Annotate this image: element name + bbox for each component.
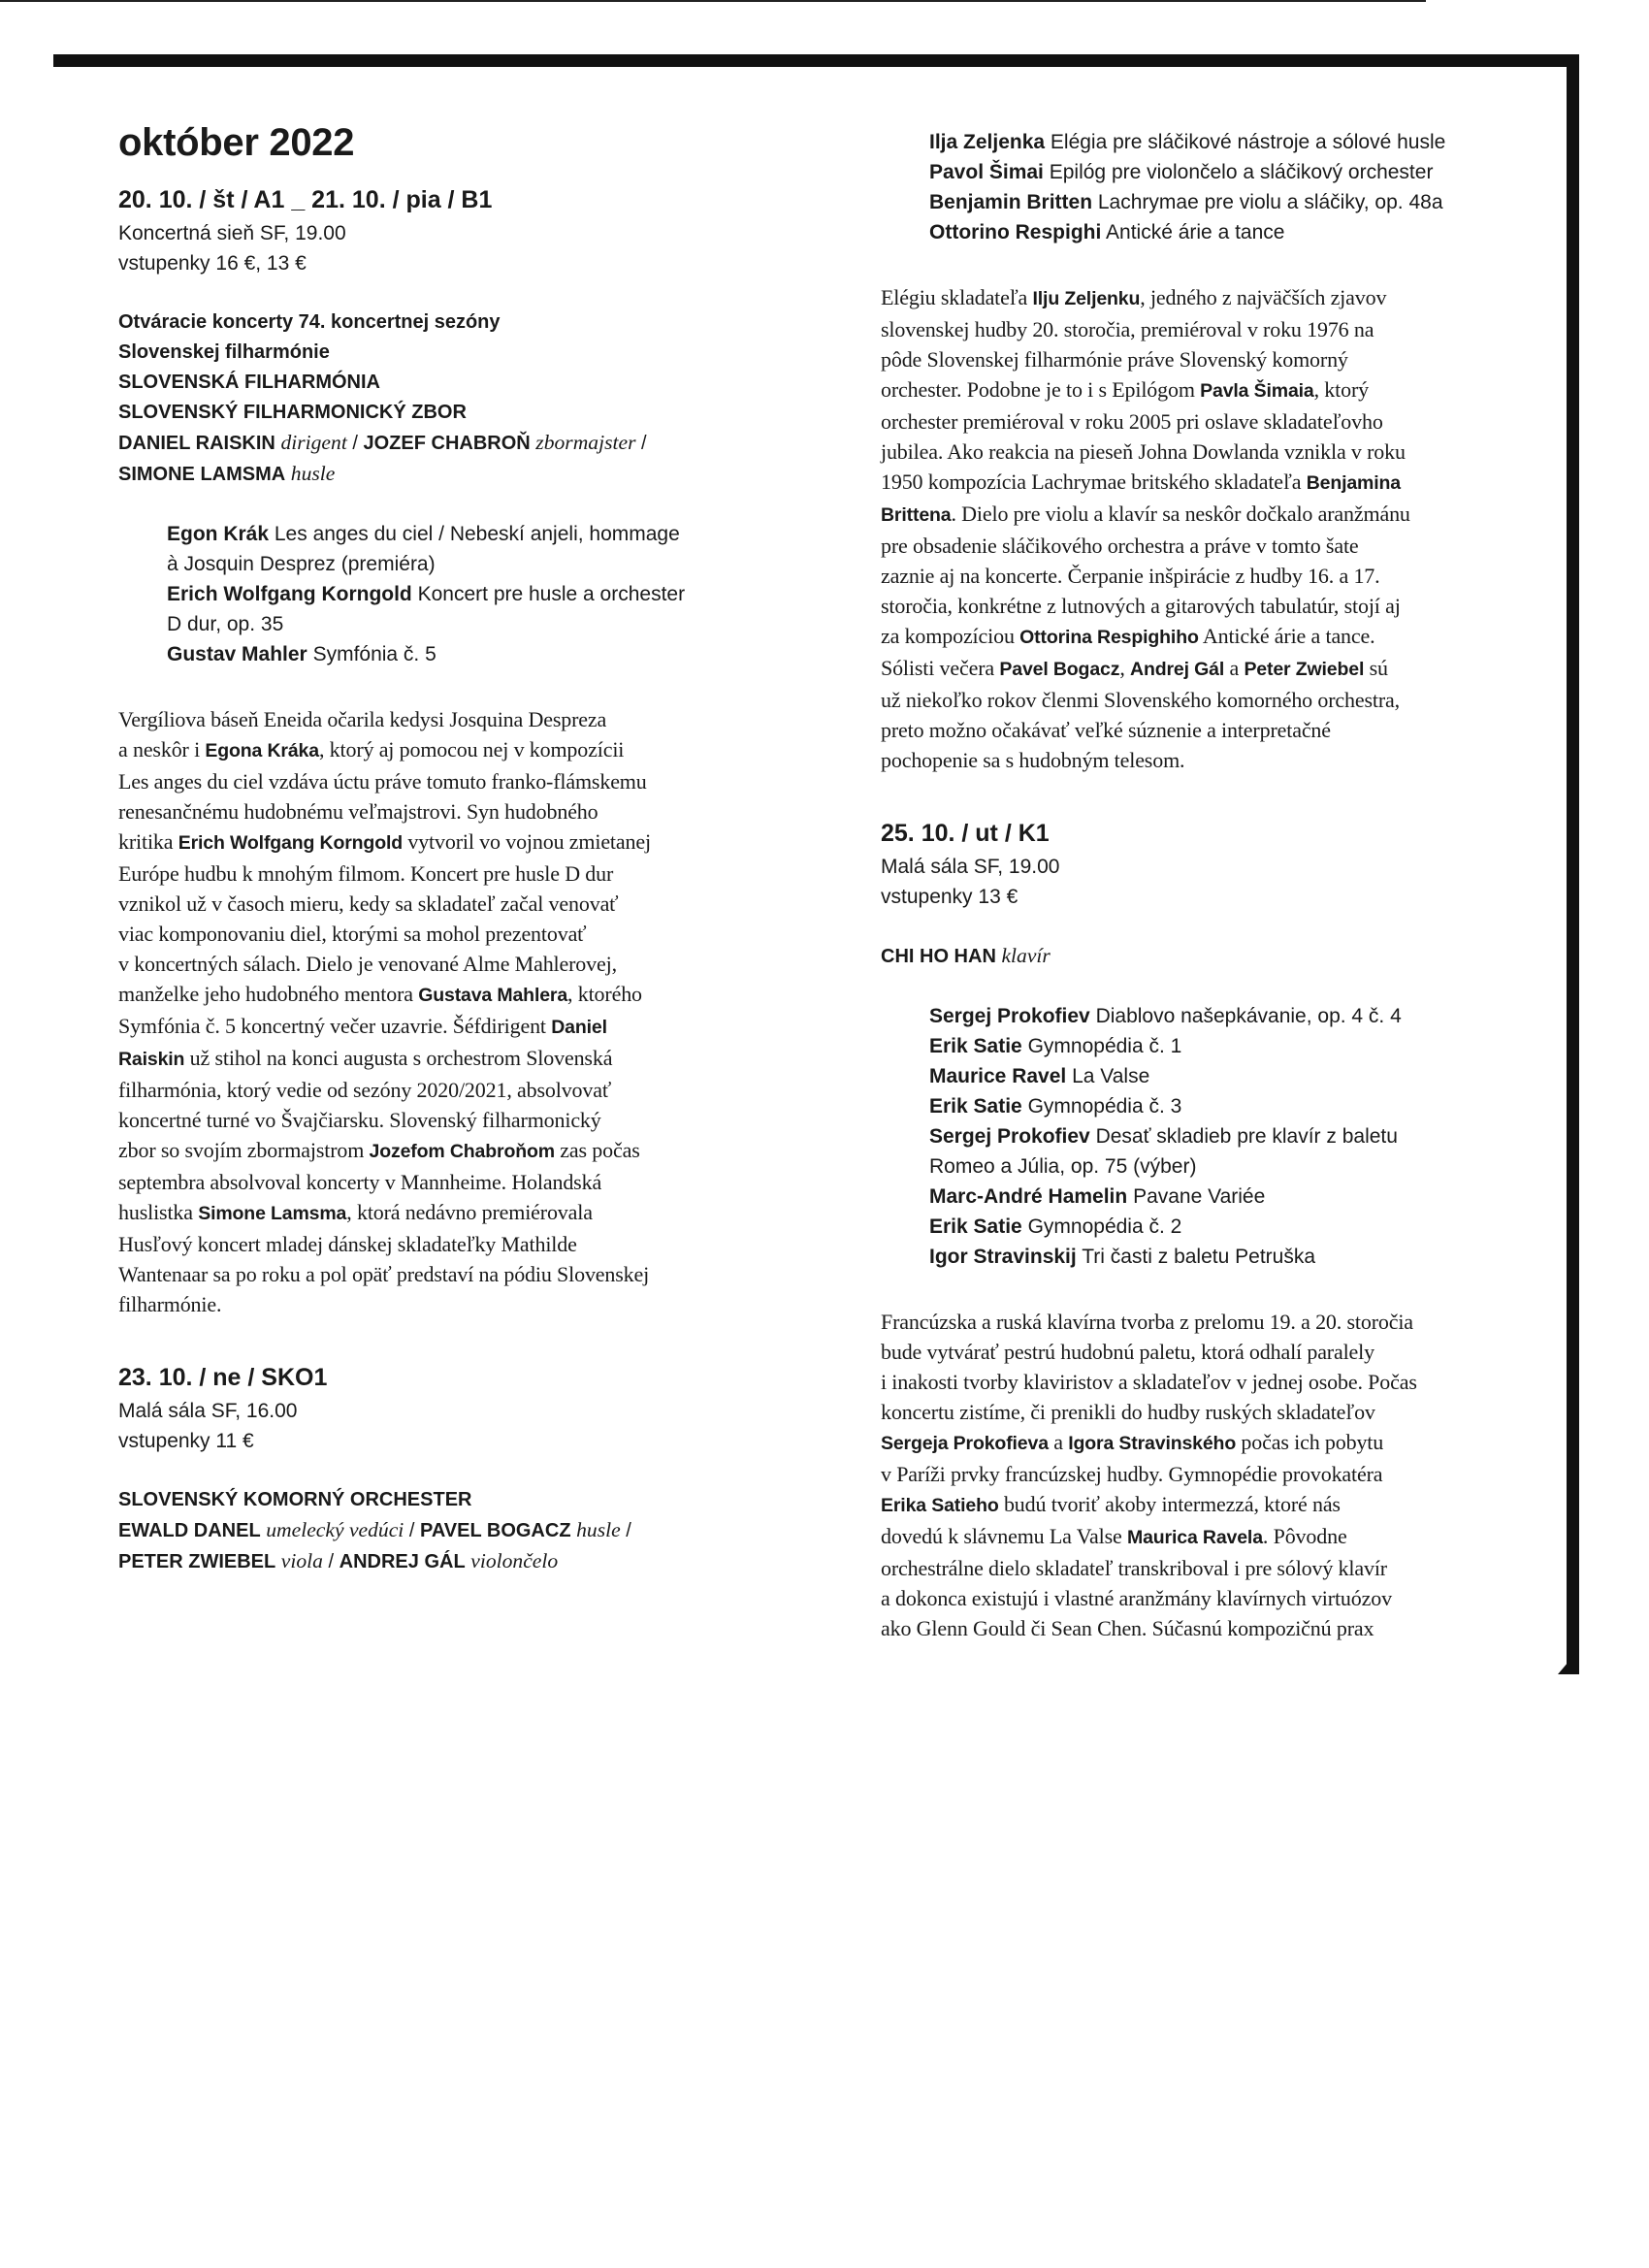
work: La Valse	[1072, 1065, 1150, 1087]
performer-role: viola	[280, 1549, 323, 1572]
performer-role: klavír	[1001, 944, 1051, 967]
event-1-program	[118, 519, 797, 669]
program-item	[167, 519, 797, 549]
event-2-description: Elégiu skladateľa Ilju Zeljenku, jedného z najväčších zjavov slovenskej hudby 20. storočia, premiéroval v roku 1976 na pôde Slovenskej filharmónie práve Slovenský komorný orchester. Podobne je to i s Epilógom Pavla Šimaia, ktorý orchester premiéroval v roku 2005 pri oslave skladateľovho jubilea. Ako reakcia na pieseň Johna Dowlanda vznikla v roku 1950 kompozícia Lachrymae britského skladateľa Benjamina Brittena. Dielo pre violu a klavír sa neskôr dočkalo aranžmánu pre obsadenie sláčikového orchestra a práve v tomto šate zaznie aj na koncerte. Čerpanie inšpirácie z hudby 16. a 17. storočia, konkrétne z lutnových a gitarových tabulatúr, stojí aj za kompozíciou Ottorina Respighiho Antické árie a tance. Sólisti večera Pavel Bogacz, Andrej Gál a Peter Zwiebel sú už niekoľko rokov členmi Slovenského komorného orchestra, preto možno očakávať veľké súznenie a interpretačné pochopenie sa s hudobným telesom.	[881, 285, 1410, 772]
event-1-header: 20. 10. / št / A1 _ 21. 10. / pia / B1	[118, 186, 493, 213]
composer: Gustav Mahler	[167, 643, 307, 665]
event-1-performers-line-2	[118, 459, 797, 490]
composer: Pavol Šimai	[929, 161, 1044, 183]
program-item	[167, 579, 797, 609]
composer: Benjamin Britten	[929, 191, 1093, 213]
work: Gymnopédia č. 2	[1027, 1215, 1182, 1238]
program-item-cont: Romeo a Júlia, op. 75 (výber)	[929, 1155, 1197, 1178]
program-item-cont: à Josquin Desprez (premiéra)	[167, 553, 436, 575]
performer-name: CHI HO HAN	[881, 946, 996, 967]
work: Diablovo našepkávanie, op. 4 č. 4	[1095, 1005, 1402, 1027]
event-2-performers-line-2: PETER ZWIEBEL viola / ANDREJ GÁL violončelo	[118, 1549, 559, 1572]
event-2-program	[881, 127, 1540, 247]
event-3-performer	[881, 941, 1540, 972]
performer-name: DANIEL RAISKIN	[118, 433, 275, 454]
work: Tri časti z baletu Petruška	[1082, 1246, 1316, 1268]
composer: Maurice Ravel	[929, 1065, 1067, 1087]
performer-role: zbormajster	[535, 431, 636, 454]
event-2-ensemble: SLOVENSKÝ KOMORNÝ ORCHESTER	[118, 1489, 472, 1510]
program-item	[929, 1031, 1540, 1061]
work: Epilóg pre violončelo a sláčikový orchester	[1049, 161, 1434, 183]
event-2	[118, 1364, 797, 1577]
composer: Erik Satie	[929, 1035, 1022, 1057]
composer: Marc-André Hamelin	[929, 1185, 1128, 1208]
event-1-performers-line-1: DANIEL RAISKIN dirigent / JOZEF CHABROŇ zbormajster /	[118, 431, 647, 454]
performer-role: dirigent	[280, 431, 347, 454]
event-1-ensemble-1: SLOVENSKÁ FILHARMÓNIA	[118, 372, 380, 393]
work: Elégia pre sláčikové nástroje a sólové husle	[1050, 131, 1446, 153]
event-1-tickets: vstupenky 16 €, 13 €	[118, 252, 307, 275]
right-rule	[1567, 54, 1579, 1674]
work: Pavane Variée	[1133, 1185, 1266, 1208]
event-1-subtitle-2: Slovenskej filharmónie	[118, 341, 330, 363]
performer-name: ANDREJ GÁL	[339, 1551, 466, 1572]
event-2-header: 23. 10. / ne / SKO1	[118, 1364, 328, 1391]
performer-name: PAVEL BOGACZ	[419, 1520, 571, 1541]
event-3-header: 25. 10. / ut / K1	[881, 820, 1050, 847]
program-item	[929, 217, 1540, 247]
event-3-venue: Malá sála SF, 19.00	[881, 856, 1060, 878]
program-item	[929, 1182, 1540, 1212]
event-1-ensemble-2: SLOVENSKÝ FILHARMONICKÝ ZBOR	[118, 402, 467, 423]
event-1-description: Vergíliova báseň Eneida očarila kedysi Josquina Despreza a neskôr i Egona Kráka, ktorý aj pomocou nej v kompozícii Les anges du ciel vzdáva úctu práve tomuto franko-flámskemu renesančnému hudobnému veľmajstrovi. Syn hudobného kritika Erich Wolfgang Korngold vytvoril vo vojnou zmietanej Európe hudbu k mnohým filmom. Koncert pre husle D dur vznikol už v časoch mieru, kedy sa skladateľ začal venovať viac komponovaniu diel, ktorými sa mohol prezentovať v koncertných sálach. Dielo je venované Alme Mahlerovej, manželke jeho hudobného mentora Gustava Mahlera, ktorého Symfónia č. 5 koncertný večer uzavrie. Šéfdirigent Daniel Raiskin už stihol na konci augusta s orchestrom Slovenská filharmónia, ktorý vedie od sezóny 2020/2021, absolvovať koncertné turné vo Švajčiarsku. Slovenský filharmonický zbor so svojím zbormajstrom Jozefom Chabroňom zas počas septembra absolvoval koncerty v Mannheime. Holandská huslistka Simone Lamsma, ktorá nedávno premiérovala Husľový koncert mladej dánskej skladateľky Mathilde Wantenaar sa po roku a pol opäť predstaví na pódiu Slovenskej filharmónie.	[118, 707, 651, 1316]
program-item	[929, 1121, 1540, 1151]
composer: Erik Satie	[929, 1095, 1022, 1118]
event-3	[881, 820, 1540, 1643]
performer-role: umelecký vedúci	[266, 1518, 404, 1541]
work: Lachrymae pre violu a sláčiky, op. 48a	[1097, 191, 1443, 213]
work: Les anges du ciel / Nebeskí anjeli, hommage	[274, 523, 680, 545]
work: Symfónia č. 5	[312, 643, 436, 665]
work: Gymnopédia č. 1	[1027, 1035, 1182, 1057]
left-column	[118, 121, 797, 1577]
composer: Sergej Prokofiev	[929, 1005, 1090, 1027]
event-3-tickets: vstupenky 13 €	[881, 886, 1018, 908]
program-item	[929, 1091, 1540, 1121]
composer: Ottorino Respighi	[929, 221, 1102, 243]
performer-name: SIMONE LAMSMA	[118, 464, 286, 485]
work: Gymnopédia č. 3	[1027, 1095, 1182, 1118]
event-3-program	[881, 1001, 1540, 1272]
composer: Igor Stravinskij	[929, 1246, 1077, 1268]
event-2-performers-line-1: EWALD DANEL umelecký vedúci / PAVEL BOGACZ husle /	[118, 1518, 631, 1541]
composer: Erik Satie	[929, 1215, 1022, 1238]
performer-role: husle	[290, 462, 336, 485]
performer-name: JOZEF CHABROŇ	[363, 433, 531, 454]
composer: Egon Krák	[167, 523, 270, 545]
program-item	[929, 157, 1540, 187]
program-item-cont: D dur, op. 35	[167, 613, 284, 635]
program-item	[929, 1242, 1540, 1272]
composer: Sergej Prokofiev	[929, 1125, 1090, 1148]
performer-name: PETER ZWIEBEL	[118, 1551, 276, 1572]
composer: Erich Wolfgang Korngold	[167, 583, 412, 605]
performer-name: EWALD DANEL	[118, 1520, 261, 1541]
program-item	[929, 1212, 1540, 1242]
program-item	[929, 1001, 1540, 1031]
event-1-subtitle-1: Otváracie koncerty 74. koncertnej sezóny	[118, 311, 501, 333]
event-2-venue: Malá sála SF, 16.00	[118, 1400, 298, 1422]
scan-top-edge	[0, 0, 1426, 2]
page-title: október 2022	[118, 121, 355, 164]
work: Koncert pre husle a orchester	[417, 583, 686, 605]
right-column	[881, 121, 1540, 1643]
work: Desať skladieb pre klavír z baletu	[1095, 1125, 1398, 1148]
performer-role: husle	[576, 1518, 621, 1541]
event-1-venue: Koncertná sieň SF, 19.00	[118, 222, 346, 244]
work: Antické árie a tance	[1106, 221, 1285, 243]
top-rule	[53, 54, 1579, 67]
composer: Ilja Zeljenka	[929, 131, 1046, 153]
event-3-description: Francúzska a ruská klavírna tvorba z prelomu 19. a 20. storočia bude vytvárať pestrú hudobnú paletu, ktorá odhalí paralely i inakosti tvorby klaviristov a skladateľov v jednej osobe. Počas koncertu zistíme, či prenikli do hudby ruských skladateľov Sergeja Prokofieva a Igora Stravinského počas ich pobytu v Paríži prvky francúzskej hudby. Gymnopédie provokatéra Erika Satieho budú tvoriť akoby intermezzá, ktoré nás dovedú k slávnemu La Valse Maurica Ravela. Pôvodne orchestrálne dielo skladateľ transkriboval i pre sólový klavír a dokonca existujú i vlastné aranžmány klavírnych virtuózov ako Glenn Gould či Sean Chen. Súčasnú kompozičnú prax	[881, 1310, 1417, 1640]
event-2-tickets: vstupenky 11 €	[118, 1430, 254, 1452]
program-item	[929, 187, 1540, 217]
event-1	[118, 186, 797, 1319]
program-item	[167, 639, 797, 669]
program-item	[929, 127, 1540, 157]
program-item	[929, 1061, 1540, 1091]
performer-role: violončelo	[470, 1549, 559, 1572]
